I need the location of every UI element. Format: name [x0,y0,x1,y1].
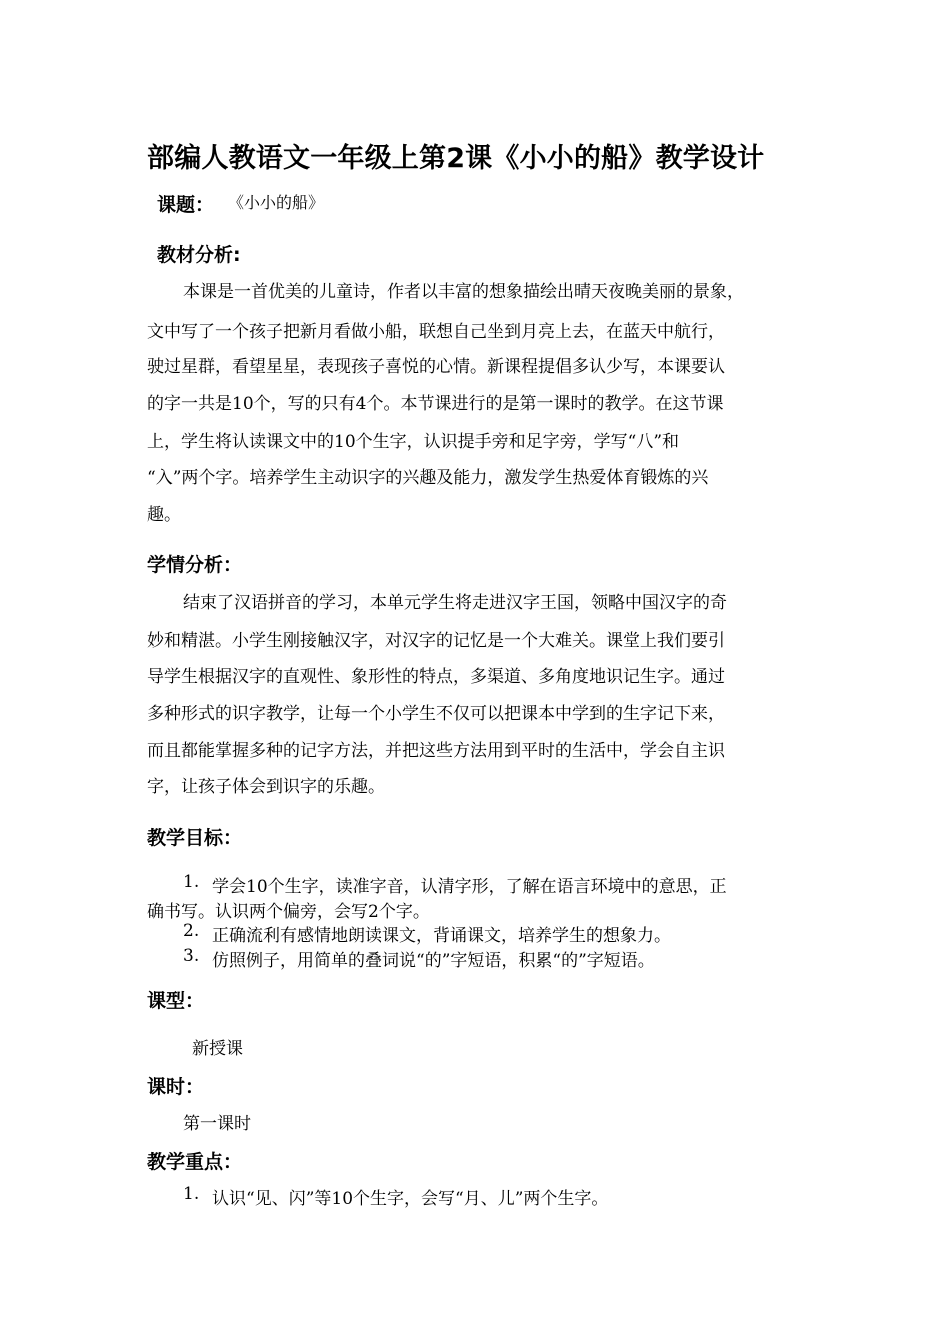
goal-text: 仿照例子，用简单的叠词说“的”字短语，积累“的”字短语。 [212,951,655,971]
material-analysis-line: “入”两个字。培养学生主动识字的兴趣及能力，激发学生热爱体育锻炼的兴 [147,468,709,488]
lesson-type-value: 新授课 [192,1039,243,1059]
class-hours-value: 第一课时 [183,1114,251,1134]
student-analysis-heading: 学情分析： [147,554,243,576]
goal-text: 正确流利有感情地朗读课文，背诵课文，培养学生的想象力。 [212,926,671,946]
subject-value: 《小小的船》 [228,193,325,212]
teaching-goals-heading: 教学目标： [147,827,243,849]
material-analysis-line: 驶过星群，看望星星，表现孩子喜悦的心情。新课程提倡多认少写，本课要认 [147,357,725,377]
material-analysis-line: 的字一共是10个，写的只有4个。本节课进行的是第一课时的教学。在这节课 [147,394,724,414]
goal-text: 学会10个生字，读准字音，认清字形，了解在语言环境中的意思，正 [212,877,727,897]
lesson-type-heading: 课型： [147,990,205,1012]
key-points-heading: 教学重点： [147,1151,243,1173]
material-analysis-line: 文中写了一个孩子把新月看做小船，联想自己坐到月亮上去，在蓝天中航行， [147,322,725,342]
student-analysis-line: 导学生根据汉字的直观性、象形性的特点，多渠道、多角度地识记生字。通过 [147,667,725,687]
student-analysis-line: 妙和精湛。小学生刚接触汉字，对汉字的记忆是一个大难关。课堂上我们要引 [147,631,725,651]
student-analysis-line: 结束了汉语拼音的学习，本单元学生将走进汉字王国，领略中国汉字的奇 [183,593,727,613]
material-analysis-line: 本课是一首优美的儿童诗，作者以丰富的想象描绘出晴天夜晚美丽的景象， [183,282,744,302]
material-analysis-line: 趣。 [147,505,181,525]
document-title: 部编人教语文一年级上第2课《小小的船》教学设计 [147,143,765,174]
goal-text-continued: 确书写。认识两个偏旁，会写2个字。 [147,902,430,922]
goal-number: 1. [183,872,200,892]
goal-number: 2. [183,921,200,941]
material-analysis-line: 上，学生将认读课文中的10个生字，认识提手旁和足字旁，学写“八”和 [147,432,680,452]
goal-number: 3. [183,946,200,966]
key-point-text: 认识“见、闪”等10个生字，会写“月、儿”两个生字。 [212,1189,609,1209]
student-analysis-line: 字，让孩子体会到识字的乐趣。 [147,777,385,797]
student-analysis-line: 多种形式的识字教学，让每一个小学生不仅可以把课本中学到的生字记下来， [147,704,725,724]
class-hours-heading: 课时： [147,1076,205,1098]
subject-label: 课题： [157,194,215,216]
material-analysis-heading: 教材分析: [157,244,241,266]
student-analysis-line: 而且都能掌握多种的记字方法，并把这些方法用到平时的生活中，学会自主识 [147,741,725,761]
key-point-number: 1. [183,1184,200,1204]
